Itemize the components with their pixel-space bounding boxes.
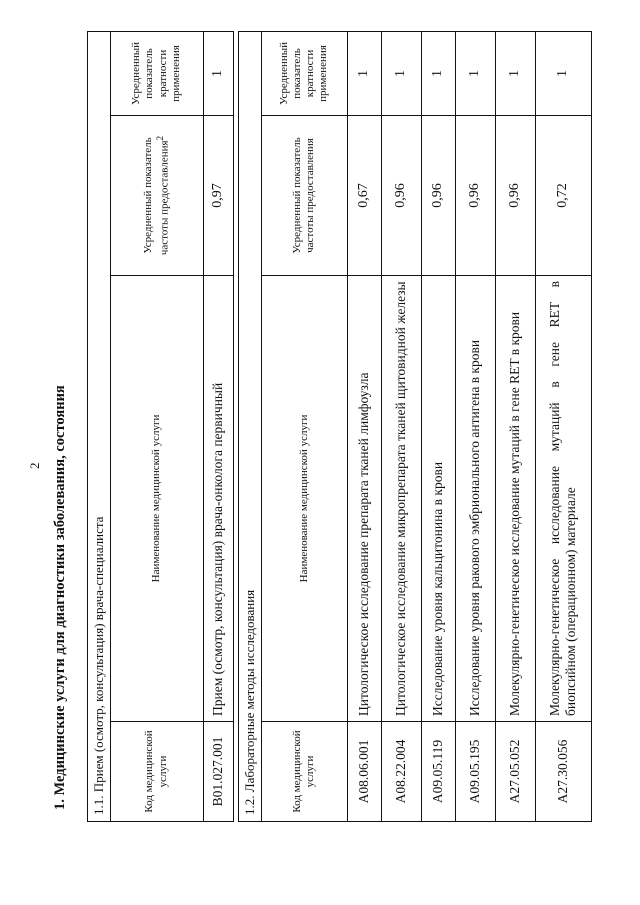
frequency-value: 0,96	[421, 116, 455, 276]
service-name: Цитологическое исследование препарата тканей лимфоузла	[347, 276, 381, 722]
service-code: A27.05.052	[495, 722, 535, 822]
header-code: Код медицинской услуги	[261, 722, 347, 822]
multiplicity-value: 1	[421, 31, 455, 115]
table-header-row	[110, 31, 203, 821]
service-name: Цитологическое исследование микропрепарата тканей щитовидной железы	[381, 276, 421, 722]
table-row	[203, 31, 233, 821]
header-name: Наименование медицинской услуги	[110, 276, 203, 722]
frequency-value: 0,96	[495, 116, 535, 276]
multiplicity-value: 1	[203, 31, 233, 115]
header-multiplicity: Усредненный показатель кратности применения	[261, 31, 347, 115]
service-code: B01.027.001	[203, 722, 233, 822]
table-row	[381, 31, 421, 821]
multiplicity-value: 1	[347, 31, 381, 115]
header-frequency-text: Усредненный показатель частоты предоставления	[141, 137, 171, 256]
frequency-value: 0,97	[203, 116, 233, 276]
table-caption-row	[239, 31, 262, 821]
frequency-value: 0,67	[347, 116, 381, 276]
header-frequency	[110, 116, 203, 276]
multiplicity-value: 1	[381, 31, 421, 115]
table-caption: 1.2. Лабораторные методы исследования	[239, 31, 262, 821]
header-name: Наименование медицинской услуги	[261, 276, 347, 722]
service-name: Молекулярно-генетическое исследование мутаций в гене RET в крови	[495, 276, 535, 722]
table-header-row	[261, 31, 347, 821]
table-row	[535, 31, 591, 821]
header-code: Код медицинской услуги	[110, 722, 203, 822]
header-multiplicity: Усредненный показатель кратности применения	[110, 31, 203, 115]
table-row	[455, 31, 495, 821]
page-number: 2	[27, 462, 42, 469]
service-code: A09.05.119	[421, 722, 455, 822]
section-title: 1. Медицинские услуги для диагностики заболевания, состояния	[52, 385, 68, 810]
table-row	[421, 31, 455, 821]
multiplicity-value: 1	[495, 31, 535, 115]
service-name: Прием (осмотр, консультация) врача-онколога первичный	[203, 276, 233, 722]
service-name: Исследование уровня ракового эмбрионального антигена в крови	[455, 276, 495, 722]
multiplicity-value: 1	[455, 31, 495, 115]
table-row	[347, 31, 381, 821]
frequency-value: 0,96	[381, 116, 421, 276]
table-lab-methods	[238, 31, 592, 822]
table-caption-row	[88, 31, 111, 821]
frequency-value: 0,72	[535, 116, 591, 276]
service-code: A27.30.056	[535, 722, 591, 822]
service-code: A08.22.004	[381, 722, 421, 822]
multiplicity-value: 1	[535, 31, 591, 115]
service-code: A09.05.195	[455, 722, 495, 822]
service-code: A08.06.001	[347, 722, 381, 822]
table-specialist-visits	[87, 31, 234, 822]
frequency-value: 0,96	[455, 116, 495, 276]
footnote-marker: 2	[154, 135, 165, 141]
table-caption: 1.1. Прием (осмотр, консультация) врача-специалиста	[88, 31, 111, 821]
header-frequency: Усредненный показатель частоты предоставления	[261, 116, 347, 276]
service-name: Молекулярно-генетическое исследование мутаций в гене RET в биопсийном (операционном) материале	[535, 276, 591, 722]
service-name: Исследование уровня кальцитонина в крови	[421, 276, 455, 722]
table-row	[495, 31, 535, 821]
